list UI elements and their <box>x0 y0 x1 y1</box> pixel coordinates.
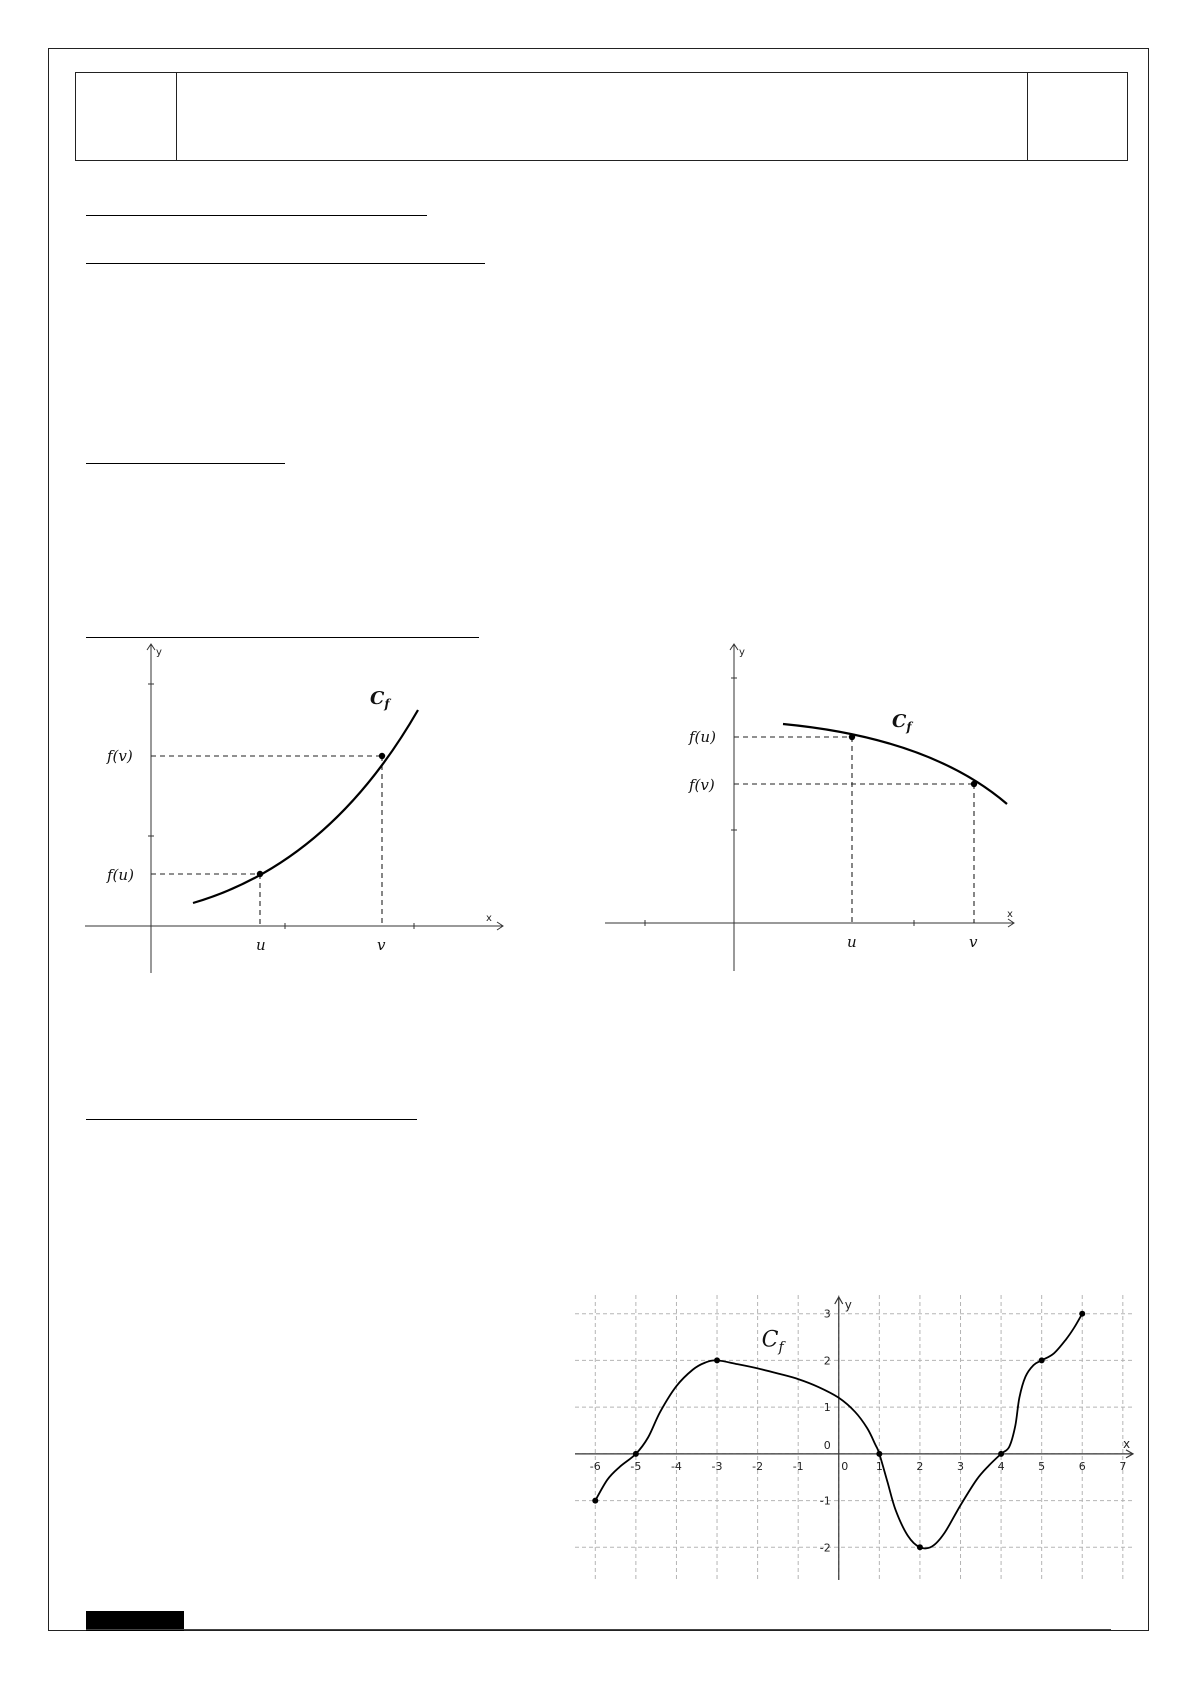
x-axis-label: x <box>1007 909 1013 920</box>
curve-point <box>917 1544 923 1550</box>
x-axis-label: x <box>486 913 492 924</box>
curve-label: $C_f$ <box>761 1327 784 1356</box>
u-label: u <box>256 936 266 954</box>
point-fu <box>257 871 263 877</box>
point-fv <box>379 753 385 759</box>
v-label: v <box>377 936 386 954</box>
curve-label: $C_f$ <box>370 688 390 711</box>
curve-point <box>1079 1311 1085 1317</box>
curve-point <box>1039 1357 1045 1363</box>
y-tick-label: 1 <box>823 1401 831 1415</box>
curve-label: $C_f$ <box>892 711 912 734</box>
x-tick-label: -4 <box>670 1459 682 1473</box>
x-tick-label: -1 <box>792 1459 804 1473</box>
section-heading-rule-1 <box>86 215 427 216</box>
y-axis-label: y <box>156 647 162 658</box>
curve-point <box>714 1357 720 1363</box>
curve-point <box>633 1451 639 1457</box>
curve-point <box>876 1451 882 1457</box>
section-heading-rule-3 <box>86 463 285 464</box>
x-tick-label: -3 <box>711 1459 723 1473</box>
x-tick-label: 4 <box>997 1459 1005 1473</box>
decreasing-curve <box>783 724 1007 804</box>
tick-labels <box>590 1308 1127 1555</box>
header-left-cell <box>76 73 177 160</box>
y-tick-label: 0 <box>823 1438 831 1452</box>
chart-axes <box>575 1297 1133 1580</box>
y-tick-label: 2 <box>823 1354 831 1368</box>
x-tick-label: -5 <box>630 1459 642 1473</box>
x-tick-label: 3 <box>957 1459 965 1473</box>
x-tick-label: 6 <box>1078 1459 1086 1473</box>
u-label: u <box>847 933 857 951</box>
y-axis-label: y <box>739 647 745 658</box>
function-grid-chart <box>575 1295 1135 1580</box>
curve-point <box>592 1498 598 1504</box>
header-title-cell <box>177 73 1028 160</box>
x-axis-label: x <box>1123 1436 1131 1451</box>
section-heading-rule-5 <box>86 1119 417 1120</box>
y-tick-label: 3 <box>823 1307 831 1321</box>
footer-rule <box>86 1629 1111 1630</box>
x-tick-label: 5 <box>1038 1459 1046 1473</box>
point-fu <box>849 734 855 740</box>
x-tick-label: 0 <box>841 1459 849 1473</box>
section-heading-rule-2 <box>86 263 485 264</box>
fu-label: f(u) <box>689 728 716 746</box>
decreasing-function-graph <box>600 638 1030 978</box>
x-tick-label: 2 <box>916 1459 924 1473</box>
y-axis-label: y <box>844 1298 852 1312</box>
x-tick-label: 1 <box>875 1459 883 1473</box>
increasing-function-graph <box>80 638 510 978</box>
fv-label: f(v) <box>689 776 715 794</box>
point-fv <box>971 781 977 787</box>
fu-label: f(u) <box>107 866 134 884</box>
v-label: v <box>969 933 978 951</box>
x-tick-label: 7 <box>1119 1459 1127 1473</box>
header-table <box>75 72 1128 161</box>
grid-lines <box>575 1295 1135 1580</box>
y-tick-label: -2 <box>819 1541 831 1555</box>
footer-black-block <box>86 1611 184 1631</box>
curve-point <box>998 1451 1004 1457</box>
fv-label: f(v) <box>107 747 133 765</box>
y-tick-label: -1 <box>819 1494 831 1508</box>
x-tick-label: -6 <box>589 1459 601 1473</box>
x-tick-label: -2 <box>752 1459 764 1473</box>
header-right-cell <box>1028 73 1127 160</box>
